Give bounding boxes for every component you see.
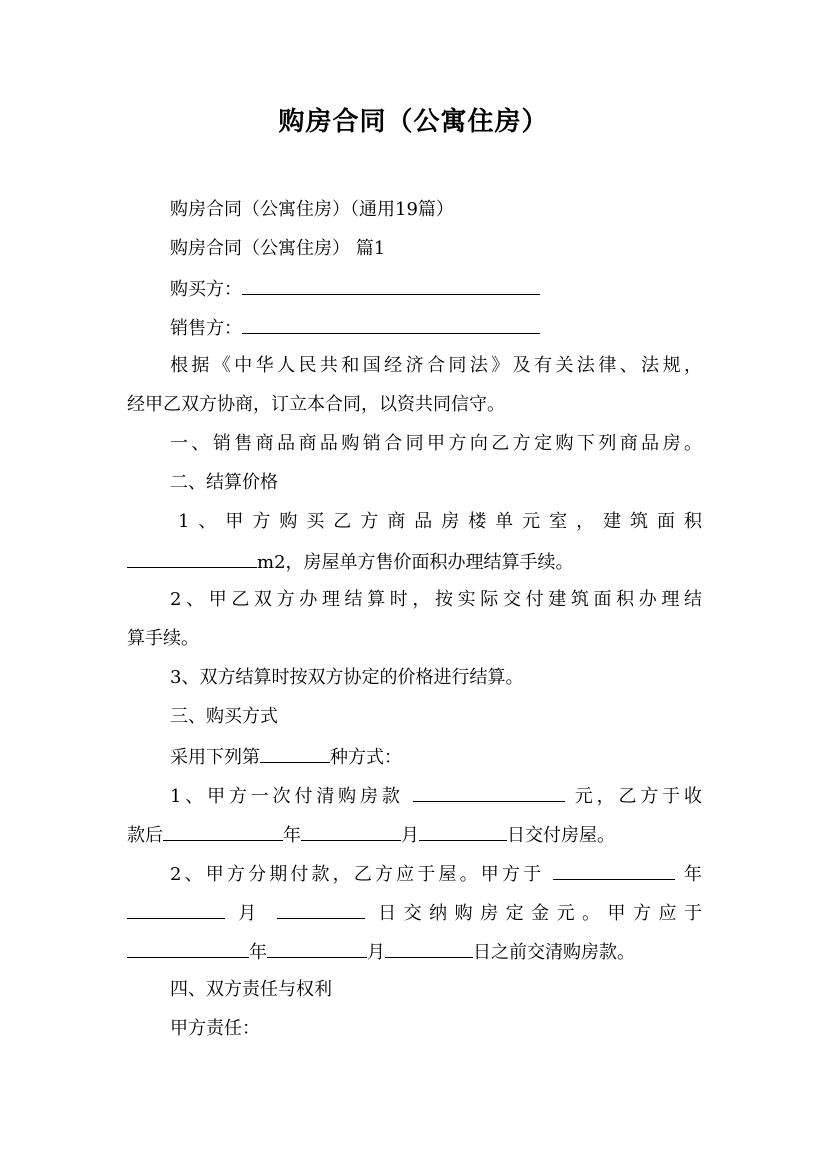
payment-2-line-3	[127, 938, 702, 966]
month-blank	[301, 821, 401, 841]
area-blank	[127, 548, 257, 568]
subtitle-line: 购房合同（公寓住房）（通用19篇）	[170, 199, 454, 220]
seller-label: 销售方：	[170, 318, 242, 339]
day-blank-2	[277, 899, 365, 919]
intro-line-1: 根据《中华人民共和国经济合同法》及有关法律、法规，	[170, 355, 702, 376]
item-2-1-line-1: 1、甲方购买乙方商品房楼单元室，建筑面积	[178, 511, 702, 532]
payment-2-line-1	[170, 860, 702, 888]
payment-1-text-b: 元，乙方于收	[574, 786, 702, 807]
payment-1-text-d: 日交付房屋。	[507, 825, 615, 846]
payment-2-text-a: 2、甲方分期付款，乙方应于屋。甲方于	[170, 864, 545, 885]
method-text-b: 种方式：	[330, 747, 402, 768]
chapter-heading: 购房合同（公寓住房） 篇1	[170, 238, 386, 259]
payment-2-line-2	[127, 899, 702, 927]
payment-1-text-a: 1、甲方一次付清购房款	[170, 786, 404, 807]
item-2-1-text: m2，房屋单方售价面积办理结算手续。	[257, 552, 574, 573]
seller-line	[170, 314, 702, 342]
day-blank-3	[385, 938, 473, 958]
month-blank-3	[267, 938, 367, 958]
payment-2-text-c: 日交纳购房定金元。甲方应于	[378, 903, 703, 924]
party-a-duty-heading: 甲方责任：	[170, 1018, 260, 1039]
month-unit-2: 月	[238, 903, 264, 924]
year-unit-2: 年	[684, 864, 703, 885]
month-unit-3: 月	[367, 942, 385, 963]
seller-blank	[242, 314, 540, 334]
intro-line-2: 经甲乙双方协商，订立本合同，以资共同信守。	[127, 394, 505, 415]
year-blank	[163, 821, 283, 841]
document-title: 购房合同（公寓住房）	[278, 107, 549, 137]
section-4-heading: 四、双方责任与权利	[170, 979, 332, 1000]
method-line	[170, 743, 702, 771]
item-2-2-line-1: 2、甲乙双方办理结算时，按实际交付建筑面积办理结	[170, 589, 702, 610]
buyer-line	[170, 275, 702, 303]
section-2-heading: 二、结算价格	[170, 472, 278, 493]
amount-blank	[413, 782, 565, 802]
item-2-1-line-2	[127, 548, 702, 576]
year-blank-3	[127, 938, 249, 958]
month-unit: 月	[401, 825, 419, 846]
item-2-3: 3、双方结算时按双方协定的价格进行结算。	[170, 667, 524, 688]
payment-1-line-1	[170, 782, 702, 810]
payment-1-line-2	[127, 821, 702, 849]
payment-2-text-d: 日之前交清购房款。	[473, 942, 635, 963]
method-text-a: 采用下列第	[170, 747, 260, 768]
year-blank-2	[553, 860, 675, 880]
buyer-label: 购买方：	[170, 279, 242, 300]
month-blank-2	[127, 899, 225, 919]
section-3-heading: 三、购买方式	[170, 706, 278, 727]
method-blank	[260, 743, 330, 763]
item-2-2-line-2: 算手续。	[127, 628, 199, 649]
year-unit-3: 年	[249, 942, 267, 963]
section-1: 一、销售商品商品购销合同甲方向乙方定购下列商品房。	[170, 433, 702, 454]
day-blank	[419, 821, 507, 841]
buyer-blank	[242, 275, 540, 295]
year-unit: 年	[283, 825, 301, 846]
payment-1-text-c: 款后	[127, 825, 163, 846]
